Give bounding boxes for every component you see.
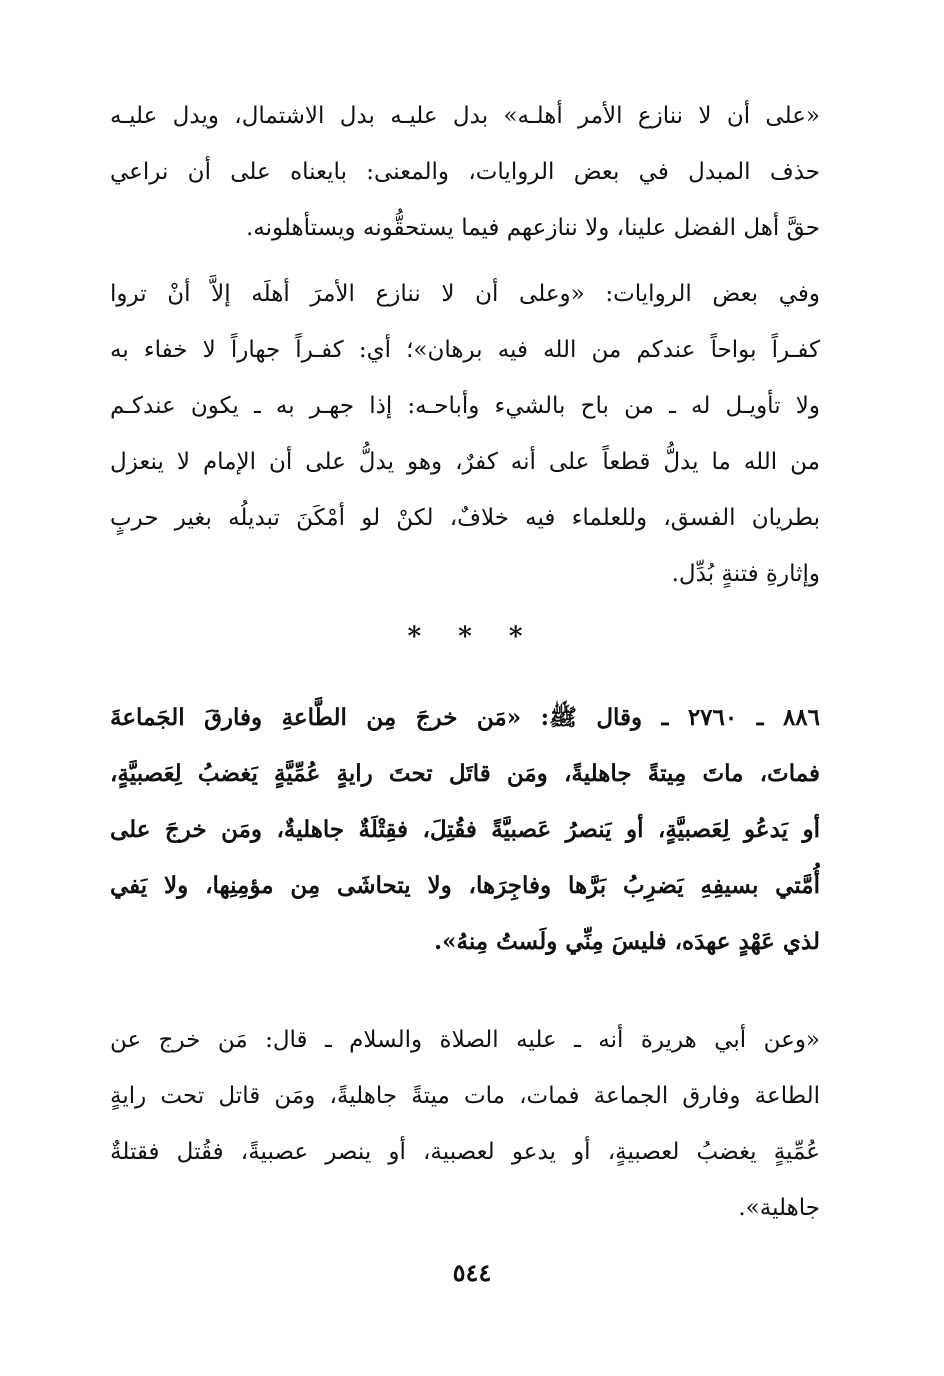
paragraph-commentary-1: [110, 88, 820, 256]
text-line: لذي عَهْدٍ عهدَه، فليسَ مِنِّي ولَستُ مِنهُ».: [434, 928, 820, 955]
text-line: كفـراً بواحاً عندكم من الله فيه برهان»؛ أي: كفـراً جهاراً لا خفاء به: [110, 337, 820, 363]
text-line: «على أن لا ننازع الأمر أهلـه» بدل عليـه بدل الاشتمال، ويدل عليـه: [110, 103, 820, 129]
page-number: ٥٤٤: [452, 1258, 492, 1287]
text-line: عُمِّيةٍ يغضبُ لعصبيةٍ، أو يدعو لعصبية، أو ينصر عصبيةً، فقُتل فقتلةٌ: [110, 1139, 820, 1165]
text-line: حقَّ أهل الفضل علينا، ولا ننازعهم فيما يستحقُّونه ويستأهلونه.: [245, 215, 820, 241]
text-line: وفي بعض الروايات: «وعلى أن لا ننازع الأمرَ أهلَه إلاَّ أنْ تروا: [110, 281, 820, 307]
text-line: حذف المبدل في بعض الروايات، والمعنى: بايعناه على أن نراعي: [110, 159, 820, 185]
text-line: الطاعة وفارق الجماعة فمات، مات ميتةً جاهليةً، ومَن قاتل تحت رايةٍ: [110, 1083, 820, 1109]
text-line: بطريان الفسق، وللعلماء فيه خلافٌ، لكنْ لو أمْكَنَ تبديلُه بغير حربٍ: [110, 505, 820, 531]
hadith-text: [110, 690, 820, 970]
text-line: جاهلية».: [738, 1195, 820, 1221]
paragraph-commentary-2: [110, 266, 820, 602]
text-line: وإثارةِ فتنةٍ بُدِّل.: [671, 561, 820, 587]
text-line: ولا تأويـل له ـ من باح بالشيء وأباحـه: إذا جهـر به ـ يكون عندكـم: [110, 393, 820, 419]
paragraph-commentary-3: [110, 1012, 820, 1236]
text-line: أُمَّتي بسيفِهِ يَضرِبُ بَرَّها وفاجِرَها، ولا يتحاشَى مِن مؤمِنِها، ولا يَفي: [110, 872, 820, 899]
text-line: ٨٨٦ ـ ٢٧٦٠ ـ وقال ﷺ: «مَن خرجَ مِن الطَّاعةِ وفارقَ الجَماعةَ: [110, 704, 820, 731]
text-line: أو يَدعُو لِعَصبيَّةٍ، أو يَنصرُ عَصبيَّةً فقُتِلَ، فقِتْلَةٌ جاهليةٌ، ومَن خرجَ على: [110, 816, 820, 843]
text-line: «وعن أبي هريرة أنه ـ عليه الصلاة والسلام ـ قال: مَن خرج عن: [110, 1027, 820, 1053]
text-line: من الله ما يدلُّ قطعاً على أنه كفرٌ، وهو يدلُّ على أن الإمام لا ينعزل: [110, 449, 820, 475]
section-separator: * * *: [407, 622, 537, 652]
text-line: فماتَ، ماتَ مِيتةً جاهليةً، ومَن قاتَل تحتَ رايةٍ عُمِّيَّةٍ يَغضبُ لِعَصبيَّةٍ،: [110, 760, 820, 787]
